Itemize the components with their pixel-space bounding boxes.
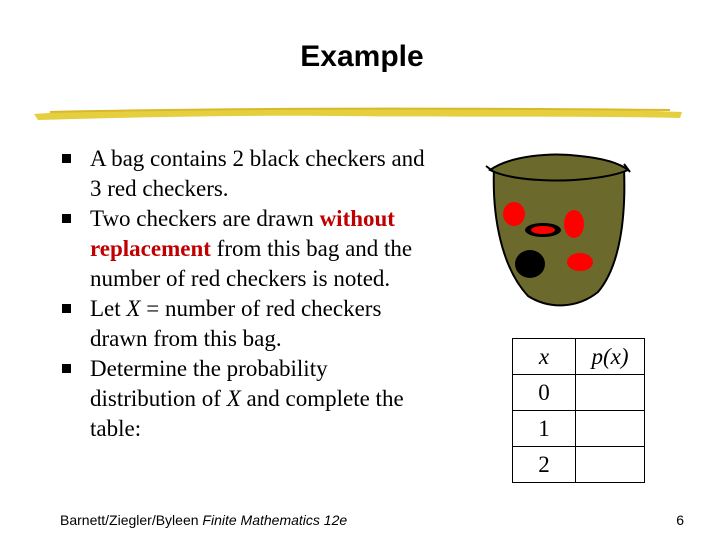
header-px: p(x) <box>576 339 645 375</box>
page-number: 6 <box>676 512 684 528</box>
bag-body <box>494 168 625 305</box>
red-checker <box>564 210 584 238</box>
black-checker <box>515 250 545 278</box>
emphasis-text: without replacement <box>90 206 395 261</box>
red-checker <box>503 202 525 226</box>
bullet-item <box>62 144 432 204</box>
cell-px <box>576 375 645 411</box>
cell-x: 0 <box>513 375 576 411</box>
variable-x: X <box>226 386 241 411</box>
bullet-text-before: Two checkers are drawn <box>90 206 320 231</box>
slide-title: Example <box>300 40 424 73</box>
bullet-text: A bag contains 2 black checkers and 3 red checkers. <box>90 146 425 201</box>
bullet-text-after: and complete the table: <box>90 386 404 441</box>
bullet-square-icon <box>62 364 71 373</box>
footer-authors: Barnett/Ziegler/Byleen <box>60 512 203 528</box>
distribution-table <box>512 338 645 483</box>
bullet-text-after: from this bag and the number of red checkers is noted. <box>90 236 413 291</box>
bullet-square-icon <box>62 214 71 223</box>
checker-bag-illustration <box>480 138 638 308</box>
cell-x: 2 <box>513 447 576 483</box>
bullet-square-icon <box>62 154 71 163</box>
table-row <box>513 447 645 483</box>
bullet-text-before: Determine the probability distribution of <box>90 356 328 411</box>
bullet-text-after: = number of red checkers drawn from this bag. <box>90 296 382 351</box>
table-row <box>513 411 645 447</box>
title-underline-stroke <box>30 98 686 126</box>
bullet-item <box>62 294 432 354</box>
bullet-text-before: Let <box>90 296 127 321</box>
slide-footer <box>60 512 347 528</box>
red-checker <box>567 253 593 271</box>
footer-book: Finite Mathematics 12e <box>202 512 348 528</box>
variable-x: X <box>126 296 141 321</box>
red-checker <box>531 226 555 234</box>
bullet-list <box>62 144 432 444</box>
cell-px <box>576 411 645 447</box>
cell-px <box>576 447 645 483</box>
bullet-item <box>62 354 432 444</box>
header-x: x <box>513 339 576 375</box>
bullet-square-icon <box>62 304 71 313</box>
table-row <box>513 375 645 411</box>
cell-x: 1 <box>513 411 576 447</box>
table-header-row <box>513 339 645 375</box>
bullet-item <box>62 204 432 294</box>
bag-rim <box>490 155 628 181</box>
